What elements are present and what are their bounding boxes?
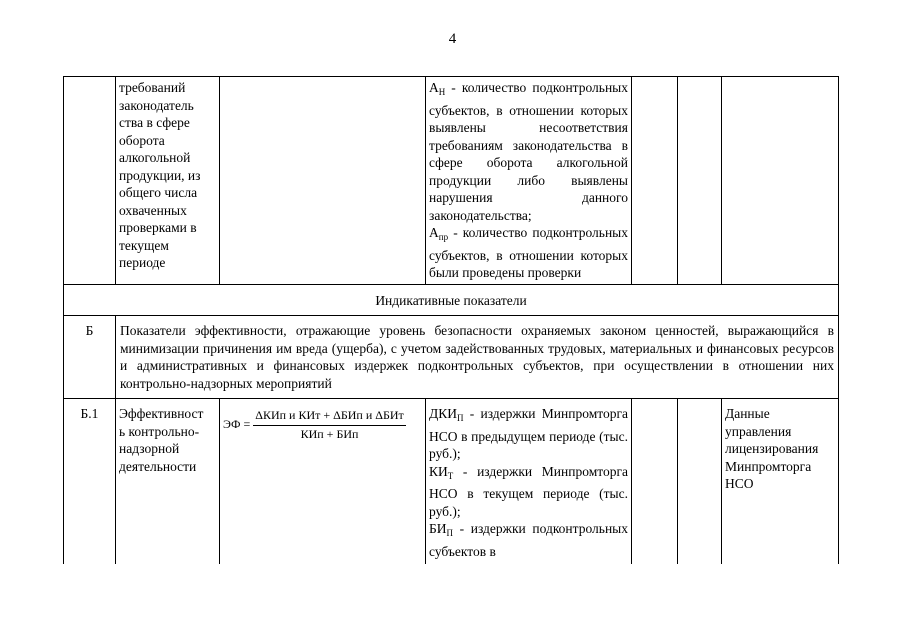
row-b-code: Б [64,316,116,399]
row-b1-source-cell [722,399,839,564]
row-b1-name [119,405,216,475]
cell-empty-4 [678,399,722,564]
text-line: НСО [725,476,754,491]
text-line: надзорной [119,441,180,456]
section-row [64,284,839,316]
text-line: управления [725,423,792,439]
text-line: алкогольной [119,150,191,165]
text-line: охваченных [119,202,187,218]
page-number: 4 [448,31,457,47]
indicator-name-cell [116,77,220,285]
description-a-n: $А_Н$ - количество подконтрольных субъектов, в отношении которых выявлены несоответствия требованиям законодательства в сфере оборота алкогольной продукции либо выявлены нарушения данного законодательства; [429,80,628,223]
table-row-b1 [64,399,839,564]
table-row-b [64,316,839,399]
efficiency-formula [223,407,422,443]
row-b-text: Показатели эффективности, отражающие уровень безопасности охраняемых законом ценностей, выражающийся в минимизации причинения им вреда (ущерба), с учетом задействованных трудовых, материальных и финансовых ресурсов и административных и финансовых издержек подконтрольных субъектов, при осуществлении в отношении них контрольно-надзорных мероприятий [116,316,839,399]
text-line: требований [119,80,186,95]
row-b1-name-cell [116,399,220,564]
table-row-a [64,77,839,285]
formula-denominator: КИп + БИп [300,426,359,441]
description-cell [426,77,632,285]
cell-code [64,77,116,285]
text-line: продукции, из [119,167,201,183]
description-dki: $ДКИ_П$ - издержки Минпромторга НСО в предыдущем периоде (тыс. руб.); [429,406,628,461]
section-title: Индикативные показатели [64,284,839,316]
text-line: проверками в [119,220,197,235]
row-b1-formula-cell [220,399,426,564]
text-line: текущем [119,237,169,253]
row-b1-code: Б.1 [64,399,116,564]
text-line: оборота [119,132,165,148]
text-line: Минпромторга [725,458,812,474]
text-line: лицензирования [725,441,819,456]
text-line: Эффективност [119,406,204,421]
description-bi: $БИ_П$ - издержки подконтрольных субъектов в [429,521,628,559]
formula-lhs: ЭФ = [223,417,251,432]
formula-fraction [253,407,406,443]
formula-numerator: ΔКИп и КИт + ΔБИп и ΔБИт [253,407,406,426]
row-b1-description-cell [426,399,632,564]
text-line: законодатель [119,97,194,113]
text-line: периоде [119,255,166,270]
formula-cell [220,77,426,285]
row-b1-source [725,405,835,493]
cell-source [722,77,839,285]
indicator-name [119,79,216,272]
cell-empty-2 [678,77,722,285]
indicators-table [63,76,839,564]
description-ki: $КИ_Т$ - издержки Минпромторга НСО в текущем периоде (тыс. руб.); [429,463,628,519]
cell-empty-3 [632,399,678,564]
text-line: ства в сфере [119,115,190,130]
text-line: деятельности [119,458,197,474]
description-a-pr: $А_{пр}$ - количество подконтрольных субъектов, в отношении которых были проведены проверки [429,225,628,280]
text-line: общего числа [119,185,198,200]
cell-empty-1 [632,77,678,285]
text-line: Данные [725,406,770,421]
text-line: ь контрольно- [119,423,200,439]
